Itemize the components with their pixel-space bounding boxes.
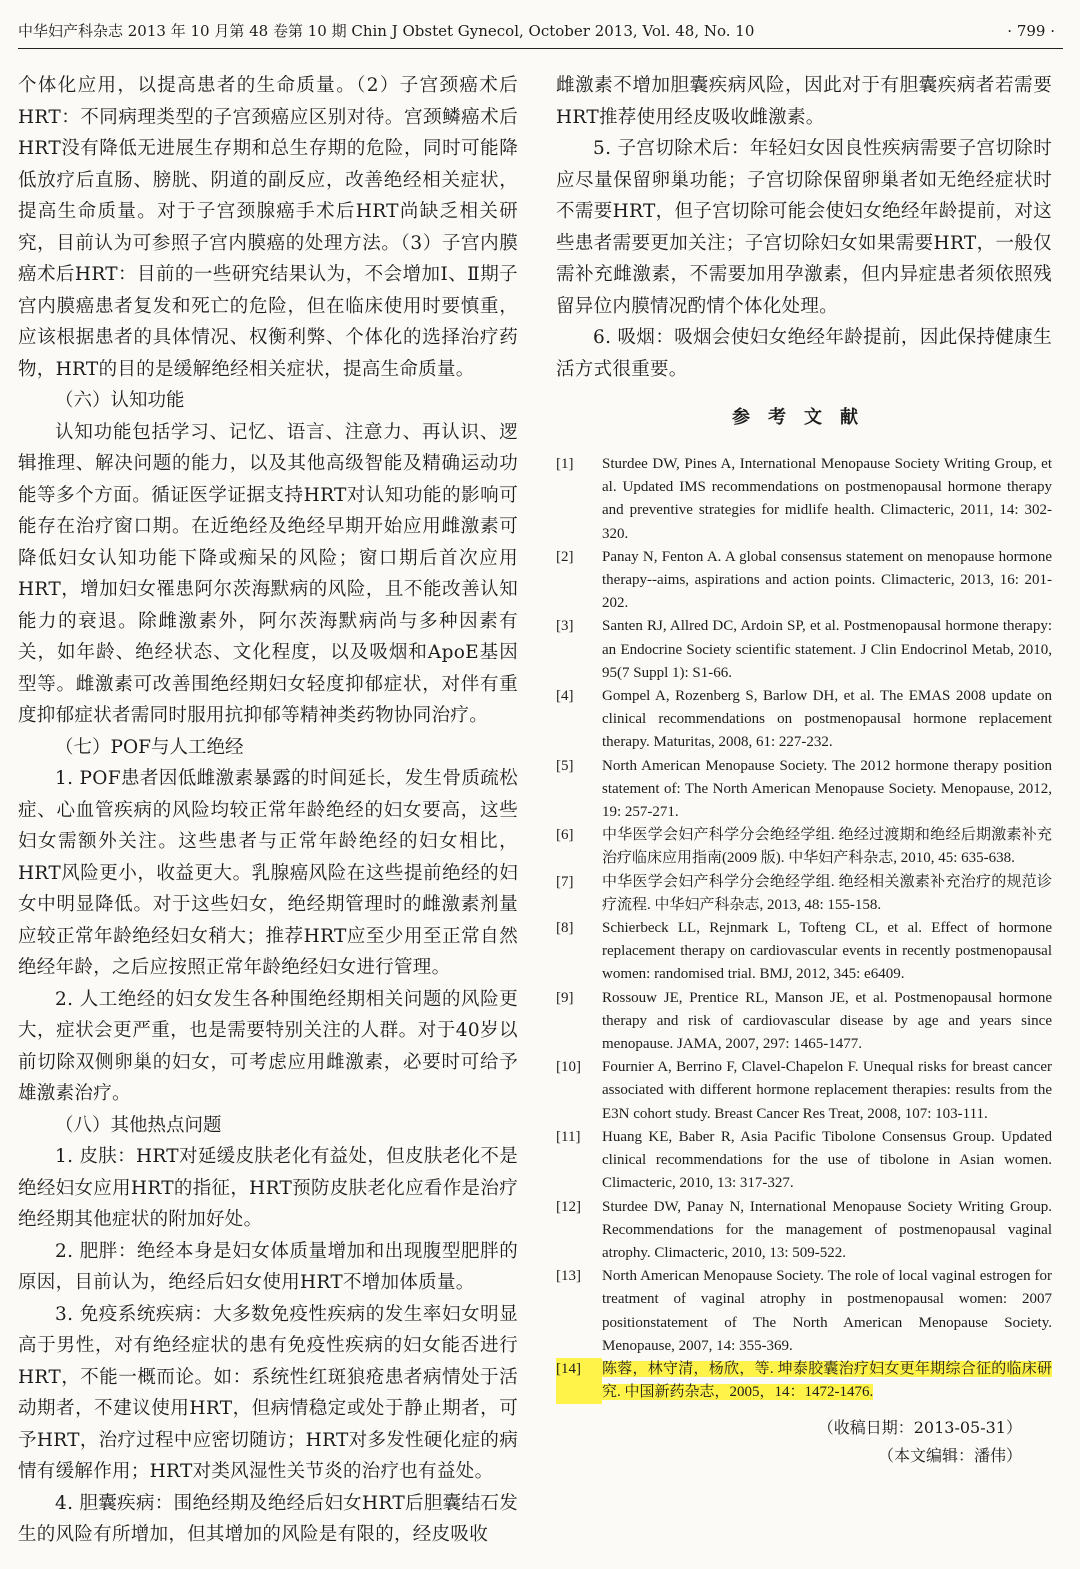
- reference-number: [12]: [556, 1198, 581, 1215]
- reference-text: Schierbeck LL, Rejnmark L, Tofteng CL, et al. Effect of hormone replacement therapy on cardiovascular events in recently postmenopausal women: randomised trial. BMJ, 2012, 345: e6409.: [602, 920, 1052, 983]
- reference-item: [556, 1196, 1052, 1266]
- reference-number: [14]: [556, 1358, 602, 1404]
- right-column: [556, 70, 1052, 1470]
- received-date: （收稿日期：2013-05-31）: [817, 1418, 1022, 1438]
- reference-number: [10]: [556, 1059, 581, 1076]
- reference-number: [9]: [556, 989, 574, 1006]
- paragraph-smoking: 6. 吸烟：吸烟会使妇女绝经年龄提前，因此保持健康生活方式很重要。: [556, 327, 1052, 380]
- reference-text: 中华医学会妇产科学分会绝经学组. 绝经过渡期和绝经后期激素补充治疗临床应用指南(2009 版). 中华妇产科杂志, 2010, 45: 635-638.: [602, 827, 1052, 867]
- reference-text: Santen RJ, Allred DC, Ardoin SP, et al. Postmenopausal hormone therapy: an Endocrine Society scientific statement. J Clin Endocrinol Metab, 2010, 95(7 Suppl 1): S1-66.: [602, 618, 1052, 681]
- paragraph-cervical-endometrial-hrt: 个体化应用，以提高患者的生命质量。（2）子宫颈癌术后HRT：不同病理类型的子宫颈癌应区别对待。宫颈鳞癌术后HRT没有降低无进展生存期和总生存期的危险，同时可能降低放疗后直肠、膀胱、阴道的副反应，改善绝经相关症状，提高生命质量。对于子宫颈腺癌手术后HRT尚缺乏相关研究，目前认为可参照子宫内膜癌的处理方法。（3）子宫内膜癌术后HRT：目前的一些研究结果认为，不会增加Ⅰ、Ⅱ期子宫内膜癌患者复发和死亡的危险，但在临床使用时要慎重，应该根据患者的具体情况、权衡利弊、个体化的选择治疗药物，HRT的目的是缓解绝经相关症状，提高生命质量。: [18, 75, 518, 380]
- section-heading-other-topics: （八）其他热点问题: [55, 1114, 222, 1136]
- reference-number: [3]: [556, 618, 574, 635]
- reference-text: North American Menopause Society. The 2012 hormone therapy position statement of: The North American Menopause Society. Menopause, 2012, 19: 257-271.: [602, 757, 1052, 821]
- reference-number: [7]: [556, 873, 574, 890]
- reference-item: [556, 755, 1052, 825]
- reference-item-highlighted: [556, 1358, 1052, 1404]
- reference-item: [556, 1126, 1052, 1196]
- left-column: [18, 70, 518, 1551]
- reference-number: [8]: [556, 920, 574, 937]
- reference-text: Rossouw JE, Prentice RL, Manson JE, et al. Postmenopausal hormone therapy and risk of cardiovascular disease by age and years since menopause. JAMA, 2007, 297: 1465-1477.: [602, 989, 1052, 1053]
- reference-item: [556, 1265, 1052, 1358]
- reference-text: North American Menopause Society. The role of local vaginal estrogen for treatment of vaginal atrophy in postmenopausal women: 2007 positionstatement of The North American Menopause Society. Menopause, 2007, 14: 355-369.: [602, 1268, 1052, 1354]
- reference-item: [556, 453, 1052, 546]
- paragraph-pof-1: 1. POF患者因低雌激素暴露的时间延长，发生骨质疏松症、心血管疾病的风险均较正常年龄绝经的妇女要高，这些妇女需额外关注。这些患者与正常年龄绝经的妇女相比，HRT风险更小，收益更大。乳腺癌风险在这些提前绝经的妇女中明显降低。对于这些妇女，绝经期管理时的雌激素剂量应较正常年龄绝经妇女稍大；推荐HRT应至少用至正常自然绝经年龄，之后应按照正常年龄绝经妇女进行管理。: [18, 768, 518, 978]
- section-heading-cognitive: （六）认知功能: [55, 390, 185, 411]
- reference-number: [6]: [556, 827, 574, 844]
- paragraph-hysterectomy: 5. 子宫切除术后：年轻妇女因良性疾病需要子宫切除时应尽量保留卵巢功能；子宫切除保留卵巢者如无绝经症状时不需要HRT，但子宫切除可能会使妇女绝经年龄提前，对这些患者需要更加关注；子宫切除妇女如果需要HRT，一般仅需补充雌激素，不需要加用孕激素，但内异症患者须依照残留异位内膜情况酌情个体化处理。: [556, 138, 1052, 317]
- page-number: · 799 ·: [1007, 22, 1055, 40]
- reference-text: Gompel A, Rozenberg S, Barlow DH, et al. The EMAS 2008 update on clinical recommendations on postmenopausal hormone replacement therapy. Maturitas, 2008, 61: 227-232.: [602, 688, 1052, 751]
- reference-text-highlighted: 陈蓉，林守清，杨欣，等. 坤泰胶囊治疗妇女更年期综合征的临床研究. 中国新药杂志，2005，14：1472-1476.: [602, 1360, 1052, 1401]
- paragraph-immune: 3. 免疫系统疾病：大多数免疫性疾病的发生率妇女明显高于男性，对有绝经症状的患有免疫性疾病的妇女能否进行HRT，不能一概而论。如：系统性红斑狼疮患者病情处于活动期者，不建议使用HRT，但病情稳定或处于静止期者，可予HRT，治疗过程中应密切随访；HRT对多发性硬化症的病情有缓解作用；HRT对类风湿性关节炎的治疗也有益处。: [18, 1303, 518, 1482]
- reference-item: [556, 615, 1052, 685]
- paragraph-gallbladder-cont: 雌激素不增加胆囊疾病风险，因此对于有胆囊疾病者若需要HRT推荐使用经皮吸收雌激素。: [556, 75, 1052, 128]
- reference-number: [5]: [556, 757, 574, 774]
- reference-item: [556, 987, 1052, 1057]
- reference-number: [4]: [556, 688, 574, 705]
- reference-text: Sturdee DW, Pines A, International Menopause Society Writing Group, et al. Updated IMS recommendations on postmenopausal hormone therapy and preventive strategies for midlife health. Climacteric, 2011, 14: 302-320.: [602, 456, 1052, 542]
- reference-number: [11]: [556, 1128, 581, 1145]
- paragraph-obesity: 2. 肥胖：绝经本身是妇女体质量增加和出现腹型肥胖的原因，目前认为，绝经后妇女使用HRT不增加体质量。: [18, 1240, 518, 1293]
- paragraph-cognitive-function: 认知功能包括学习、记忆、语言、注意力、再认识、逻辑推理、解决问题的能力，以及其他高级智能及精确运动功能等多个方面。循证医学证据支持HRT对认知功能的影响可能存在治疗窗口期。在近绝经及绝经早期开始应用雌激素可降低妇女认知功能下降或痴呆的风险；窗口期后首次应用HRT，增加妇女罹患阿尔茨海默病的风险，且不能改善认知能力的衰退。除雌激素外，阿尔茨海默病尚与多种因素有关，如年龄、绝经状态、文化程度，以及吸烟和ApoE基因型等。雌激素可改善围绝经期妇女轻度抑郁症状，对伴有重度抑郁症状者需同时服用抗抑郁等精神类药物协同治疗。: [18, 421, 518, 726]
- paragraph-gallbladder: 4. 胆囊疾病：围绝经期及绝经后妇女HRT后胆囊结石发生的风险有所增加，但其增加的风险是有限的，经皮吸收: [18, 1492, 518, 1545]
- reference-item: [556, 917, 1052, 987]
- references-heading: 参考文献: [732, 407, 876, 428]
- journal-citation-line: 中华妇产科杂志 2013 年 10 月第 48 卷第 10 期 Chin J Obstet Gynecol, October 2013, Vol. 48, No. 10: [18, 22, 755, 40]
- reference-number: [2]: [556, 548, 574, 565]
- paragraph-pof-2: 2. 人工绝经的妇女发生各种围绝经期相关问题的风险更大，症状会更严重，也是需要特别关注的人群。对于40岁以前切除双侧卵巢的妇女，可考虑应用雌激素，必要时可给予雄激素治疗。: [18, 988, 518, 1104]
- reference-number: [13]: [556, 1268, 581, 1285]
- reference-number: [1]: [556, 456, 574, 472]
- running-header: [18, 18, 1063, 49]
- reference-item: [556, 685, 1052, 755]
- reference-text: 中华医学会妇产科学分会绝经学组. 绝经相关激素补充治疗的规范诊疗流程. 中华妇产科杂志, 2013, 48: 155-158.: [602, 873, 1052, 913]
- reference-item: [556, 546, 1052, 616]
- reference-item: [556, 824, 1052, 870]
- reference-text: Fournier A, Berrino F, Clavel-Chapelon F. Unequal risks for breast cancer associated with different hormone replacement therapies: results from the E3N cohort study. Breast Cancer Res Treat, 2008, 107: 103-111.: [602, 1059, 1052, 1122]
- reference-item: [556, 871, 1052, 917]
- paragraph-skin: 1. 皮肤：HRT对延缓皮肤老化有益处，但皮肤老化不是绝经妇女应用HRT的指征，HRT预防皮肤老化应看作是治疗绝经期其他症状的附加好处。: [18, 1146, 518, 1230]
- reference-item: [556, 1056, 1052, 1126]
- reference-text: Huang KE, Baber R, Asia Pacific Tibolone Consensus Group. Updated clinical recommendations for the use of tibolone in Asian women. Climacteric, 2010, 13: 317-327.: [602, 1128, 1052, 1192]
- article-editor: （本文编辑：潘伟）: [877, 1446, 1022, 1466]
- reference-text: Sturdee DW, Panay N, International Menopause Society Writing Group. Recommendations for the management of postmenopausal vaginal atrophy. Climacteric, 2010, 13: 509-522.: [602, 1198, 1052, 1261]
- reference-text: Panay N, Fenton A. A global consensus statement on menopause hormone therapy--aims, aspirations and action points. Climacteric, 2013, 16: 201-202.: [602, 548, 1052, 612]
- section-heading-pof: （七）POF与人工绝经: [55, 736, 244, 758]
- reference-list: [556, 453, 1052, 1404]
